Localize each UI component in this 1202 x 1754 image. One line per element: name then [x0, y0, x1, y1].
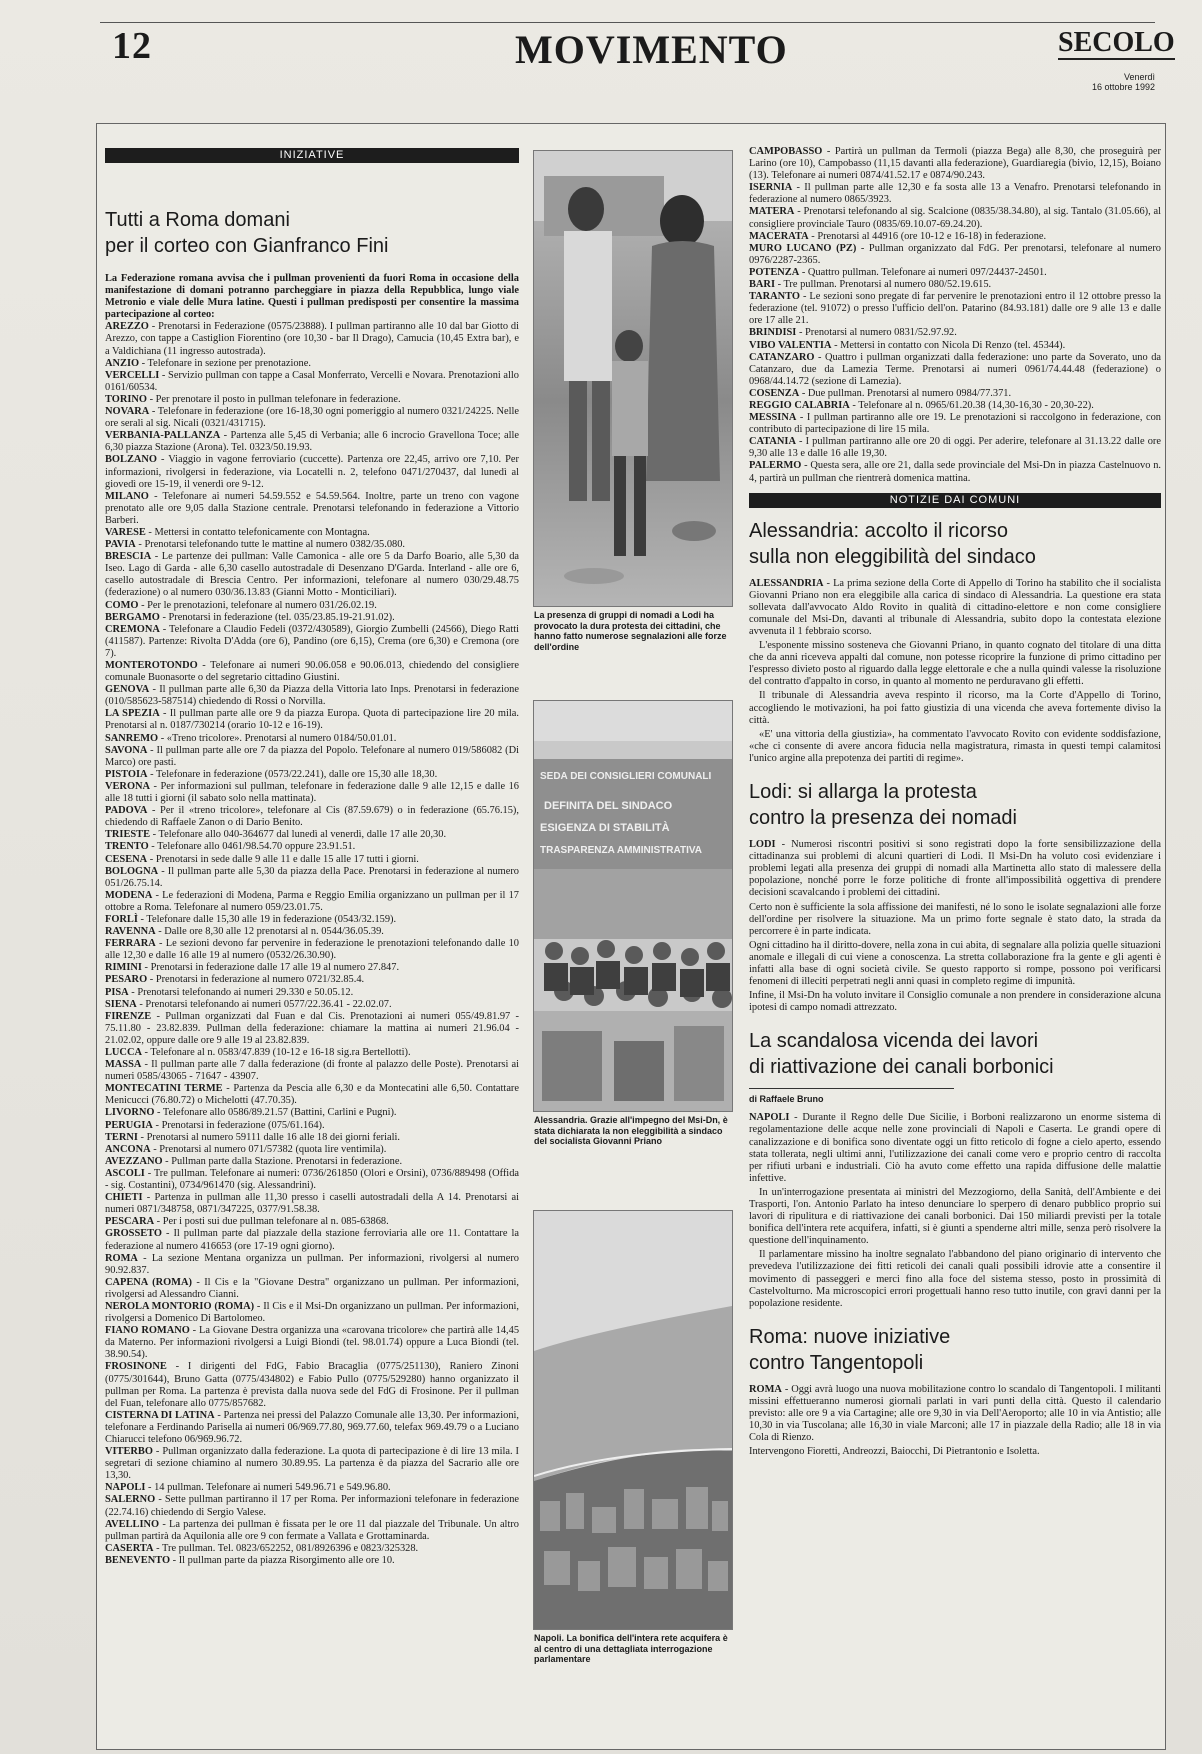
article-2-body: LODI - Numerosi riscontri positivi si sono registrati dopo la forte sensibilizzazione della cittadinanza sui problemi di alcuni quartieri di Lodi. Il Msi-Dn ha voluto così evidenziare i problemi legati alla presenza dei gruppi di nomadi alla Martinetta allo stato di malessere della popolazione, nonché porre le forze politiche di fronte all'impossibilità oggettiva di prendere decisioni scavalcando i problemi dei cittadini. Certo non è sufficiente la sola affissione dei manifesti, né lo sono le isolate segnalazioni alle forze dell'ordine per risolvere la situazione. Ma un primo forte segnale è stato dato, la strada da percorrere è in parte indicata. Ogni cittadino ha il diritto-dovere, nella zona in cui abita, di segnalare alla polizia quelle situazioni anomale e illegali di cui viene a conoscenza. La stretta collaborazione fra la gente e gli agenti è infatti alla base di ogni società civile. Se questo rapporto si rompe, possono poi verificarsi fenomeni di illeciti perpetrati negli anni quasi in completo regime di impunità. Infine, il Msi-Dn ha voluto invitare il Consiglio comunale a non prendere in considerazione alcuna ipotesi di campo nomadi attrezzato.	[749, 839, 1161, 1014]
listing-text: Prenotarsi telefonando ai numeri 29.330 e 50.05.12.	[137, 986, 354, 998]
listing-city: REGGIO CALABRIA	[749, 399, 850, 411]
listing-entry: ASCOLI - Tre pullman. Telefonare ai numeri: 0736/261850 (Olori e Orsini), 0736/889498 (Offida - sig. Costantini), 0734/961470 (sig. Alessandrini).	[105, 1167, 519, 1192]
listing-city: VERCELLI	[105, 369, 160, 381]
banner-line-2: DEFINITA DEL SINDACO	[544, 800, 673, 812]
listing-text: Prenotarsi in Federazione (0575/23888). I pullman partiranno alle 10 dal bar Giotto di Arezzo, con tappe a Castiglion Fiorentino (ore 10,30 - bar Il Drago), Camucia (10,45 Extra bar), e a Valdichiana (11 ingresso autostrada).	[105, 321, 519, 357]
listing-entry: MILANO - Telefonare ai numeri 54.59.552 e 54.59.564. Inoltre, parte un treno con vagone prenotato alle ore 9,05 dalla Stazione centrale. Prenotarsi telefonando in federazione a Vittorio Barberi.	[105, 490, 519, 526]
listing-entry: BARI - Tre pullman. Prenotarsi al numero 080/52.19.615.	[749, 279, 992, 291]
listing-text: Telefonare allo 040-364677 dal lunedì al venerdì, dalle 17 alle 20,30.	[158, 829, 447, 841]
listing-city: PESCARA	[105, 1216, 155, 1228]
listing-city: TRENTO	[105, 841, 149, 853]
listing-text: Quattro pullman. Telefonare ai numeri 097/24437-24501.	[807, 266, 1047, 278]
article-4-dateline: ROMA	[749, 1383, 782, 1395]
listing-entry: NAPOLI - 14 pullman. Telefonare ai numeri 549.96.71 e 549.96.80.	[105, 1482, 391, 1494]
listing-city: VARESE	[105, 526, 146, 538]
listing-text: Prenotarsi in federazione (075/61.164).	[161, 1119, 325, 1131]
listing-city: FROSINONE	[105, 1361, 167, 1373]
listing-text: I pullman partiranno alle ore 20 di oggi. Per aderire, telefonare al 31.13.22 dalle ore 9,30 alle 13 e dalle 16 alle 19,30.	[749, 436, 1161, 460]
right-column	[749, 146, 1161, 1746]
listing-entry: VERCELLI - Servizio pullman con tappe a Casal Monferrato, Vercelli e Novara. Prenotazioni allo 0161/60534.	[105, 369, 519, 393]
listing-city: SIENA	[105, 998, 137, 1010]
listing-city: VITERBO	[105, 1446, 153, 1458]
listing-text: Telefonare in federazione (ore 16-18,30 ogni pomeriggio al numero 0321/24225. Nelle ore serali al sig. Nicali (0321/431715).	[105, 406, 519, 430]
listing-text: Telefonare ai numeri 90.06.058 e 90.06.013, chiedendo del consigliere comunale Buonasorte o del segretario cittadino Giustini.	[105, 660, 519, 684]
listing-city: ANCONA	[105, 1143, 151, 1155]
listing-entry: GROSSETO - Il pullman parte dal piazzale della stazione ferroviaria alle ore 11. Contattare la federazione al numero 416653 (ore 17-19 ogni giorno).	[105, 1228, 519, 1252]
listing-entry: PISA - Prenotarsi telefonando ai numeri 29.330 e 50.05.12.	[105, 986, 354, 998]
listing-entry: PADOVA - Per il «treno tricolore», telefonare al Cis (87.59.679) o in federazione (65.76.15), chiedendo di Raffaele Zanon o di Dario Benito.	[105, 805, 519, 829]
listing-text: Prenotarsi in sede dalle 9 alle 11 e dalle 15 alle 17 tutti i giorni.	[155, 853, 419, 865]
photo-nomads-lodi	[533, 150, 733, 607]
listing-entry: CREMONA - Telefonare a Claudio Fedeli (0372/430589), Giorgio Zumbelli (24566), Diego Ratti (411587). Partenze: Rivolta D'Adda (ore 6), Pandino (ore 6,15), Crema (ore 6,30) e Cremona (ore 7).	[105, 623, 519, 659]
listing-city: POTENZA	[749, 266, 800, 278]
listing-entry: BENEVENTO - Il pullman parte da piazza Risorgimento alle ore 10.	[105, 1554, 395, 1566]
listing-text: Telefonare in sezione per prenotazione.	[147, 357, 311, 369]
listing-text: Prenotarsi al numero 0831/52.97.92.	[805, 327, 957, 339]
listing-text: Il Cis e la "Giovane Destra" organizzano un pullman. Per informazioni, rivolgersi ad Alessandro Cianni.	[105, 1276, 519, 1300]
listing-city: BOLZANO	[105, 454, 157, 466]
listing-city: NOVARA	[105, 406, 150, 418]
article-1-headline-1: Alessandria: accolto il ricorso	[749, 519, 1008, 542]
listing-text: Il pullman parte alle ore 7 da piazza del Popolo. Telefonare al numero 019/586082 (Di Marco) ore pasti.	[105, 744, 519, 768]
headline-line-2: per il corteo con Gianfranco Fini	[105, 235, 389, 257]
listing-city: MODENA	[105, 889, 153, 901]
banner-line-3: ESIGENZA DI STABILITÀ	[540, 822, 670, 834]
listing-text: Il pullman parte alle 12,30 e fa sosta alle 13 a Venafro. Prenotarsi telefonando in federazione al numero 0865/3923.	[749, 182, 1161, 206]
listing-text: La Giovane Destra organizza una «carovana tricolore» che partirà alle 14,45 da Materno. Per informazioni rivolgersi a Luigi Biondi (tel. 98.01.74) oppure a Luca Biondi (tel. 38.90.54).	[105, 1325, 519, 1361]
listing-entry: AVELLINO - La partenza dei pullman è fissata per le ore 11 dal piazzale del Tribunale. Un altro pullman partirà da Aquilonia alle ore 9 con fermate a Vallata e Grottaminarda.	[105, 1518, 519, 1542]
article-4-headline-2: contro Tangentopoli	[749, 1351, 924, 1374]
listing-entry: ROMA - La sezione Mentana organizza un pullman. Per informazioni, rivolgersi al numero 90.92.837.	[105, 1252, 519, 1276]
listing-entry: MASSA - Il pullman parte alle 7 dalla federazione (di fronte al palazzo delle Poste). Prenotarsi ai numeri 0585/43065 - 71647 - 43907.	[105, 1059, 519, 1083]
listing-entry: PESCARA - Per i posti sui due pullman telefonare al n. 085-63868.	[105, 1216, 389, 1228]
listing-text: Telefonare al n. 0583/47.839 (10-12 e 16-18 sig.ra Bertellotti).	[150, 1047, 411, 1058]
listing-city: CAPENA (ROMA)	[105, 1276, 192, 1288]
listing-city: SALERNO	[105, 1494, 156, 1506]
listing-entry: FIRENZE - Pullman organizzati dal Fuan e dal Cis. Prenotazioni ai numeri 055/49.81.97 - 75.11.80 - 23.82.839. Pullman della federazione: chiamare la mattina ai numeri 21.96.04 - 21.02.02, oppure dalle ore 9 alle 19 al 23.82.839.	[105, 1010, 519, 1046]
listing-text: Le sezioni devono far pervenire in federazione le prenotazioni telefonando dalle 10 alle 12,30 e dalle 16 alle 19 al numero (0532/26.30.90).	[105, 938, 519, 962]
listing-entry: TORINO - Per prenotare il posto in pullman telefonare in federazione.	[105, 393, 401, 405]
listing-text: I dirigenti del FdG, Fabio Bracaglia (0775/251130), Raniero Zinoni (0775/301644), Bruno Gatta (0775/434802) e Fabio Pullo (0775/529280) hanno organizzato il pullman per Roma. La partenza è prevista dalla nuova sede del FdG di Frosinone. Per il pullman del Fuan, telefonare allo 0775/857682.	[105, 1361, 519, 1409]
photo-naples-bay	[533, 1210, 733, 1630]
listing-city: NAPOLI	[105, 1482, 146, 1494]
listing-entry: LA SPEZIA - Il pullman parte alle ore 9 da piazza Europa. Quota di partecipazione lire 20 mila. Prenotarsi al n. 0187/730214 (orario 10-12 e 16-19).	[105, 708, 519, 732]
listing-entry: LIVORNO - Telefonare allo 0586/89.21.57 (Battini, Carlini e Pugni).	[105, 1107, 397, 1119]
listing-text: Prenotarsi telefonando al sig. Scalcione (0835/38.34.80), al sig. Tantalo (31.05.66), al consigliere provinciale Tauro (0835/69.10.07-69.24.20).	[749, 206, 1161, 230]
listing-text: Per i posti sui due pullman telefonare al n. 085-63868.	[162, 1216, 389, 1228]
listing-text: Tre pullman. Prenotarsi al numero 080/52.19.615.	[783, 279, 992, 291]
listing-city: BERGAMO	[105, 611, 160, 623]
listing-city: LUCCA	[105, 1047, 142, 1058]
listing-text: Quattro i pullman organizzati dalla federazione: uno parte da Soverato, uno da Catanzaro, due da Lamezia Terme. Prenotarsi ai numeri 0961/74.44.48 (federazione) o 0968/44.14.72 (sezione di Lamezia).	[749, 351, 1161, 387]
listing-entry: SALERNO - Sette pullman partiranno il 17 per Roma. Per informazioni telefonare in federazione (22.74.16) chiedendo di Sergio Valese.	[105, 1494, 519, 1518]
listing-city: RIMINI	[105, 962, 142, 974]
listing-entry: MACERATA - Prenotarsi al 44916 (ore 10-12 e 16-18) in federazione.	[749, 230, 1047, 242]
listing-entry: VERONA - Per informazioni sul pullman, telefonare in federazione dalle 9 alle 12,15 e dalle 16 alle 18 tutti i giorni (il sabato solo nella mattinata).	[105, 780, 519, 805]
listing-entry: AREZZO - Prenotarsi in Federazione (0575/23888). I pullman partiranno alle 10 dal bar Giotto di Arezzo, con tappe a Castiglion Fiorentino (ore 10,30 - bar Il Drago), Camucia (10,45 Extra bar), e a Valdichiana (11 ingresso autostrada).	[105, 321, 519, 357]
listing-text: Il pullman parte alle 6,30 da Piazza della Vittoria lato Inps. Prenotarsi in federazione (010/585623-587514) chiedendo di Rossi o Norvilla.	[105, 684, 519, 708]
section-title: MOVIMENTO	[515, 27, 788, 72]
listing-text: Prenotarsi in federazione dalle 17 alle 19 al numero 27.847.	[150, 962, 400, 974]
listing-entry: VARESE - Mettersi in contatto telefonicamente con Montagna.	[105, 526, 370, 538]
listing-city: BARI	[749, 279, 775, 291]
listing-city: PERUGIA	[105, 1119, 153, 1131]
listing-entry: VIBO VALENTIA - Mettersi in contatto con Nicola Di Renzo (tel. 45344).	[749, 339, 1066, 351]
listing-entry: FROSINONE - I dirigenti del FdG, Fabio Bracaglia (0775/251130), Raniero Zinoni (0775/301644), Bruno Gatta (0775/434802) e Fabio Pullo (0775/529280) hanno organizzato il pullman per Roma. La partenza è prevista dalla nuova sede del FdG di Frosinone. Per il pullman del Fuan, telefonare allo 0775/857682.	[105, 1361, 519, 1409]
listing-text: Pullman organizzato dal FdG. Per prenotarsi, telefonare al numero 0976/2287-2365.	[749, 242, 1161, 266]
article-2-para-4: Infine, il Msi-Dn ha voluto invitare il Consiglio comunale a non prendere in considerazione alcuna ipotesi di campo nomadi attrezzato.	[749, 990, 1161, 1014]
listing-city: TORINO	[105, 393, 147, 405]
article-1-para-3: Il tribunale di Alessandria aveva respinto il ricorso, ma la Corte d'Appello di Torino, accogliendo le motivazioni, ha poi fatto giustizia di una vicenda che aveva fortemente diviso la città.	[749, 690, 1161, 726]
listing-city: FIANO ROMANO	[105, 1325, 190, 1337]
listing-city: BRESCIA	[105, 551, 152, 563]
listing-text: Partenza da Pescia alle 6,30 e da Montecatini alle 6,50. Contattare Menicucci (76.80.72) o Michelotti (47.70.35).	[105, 1083, 519, 1107]
listing-entry: PALERMO - Questa sera, alle ore 21, dalla sede provinciale del Msi-Dn in piazza Castelnuovo n. 4, partirà un pullman che rientrerà domenica mattina.	[749, 460, 1161, 484]
listing-entry: BRESCIA - Le partenze dei pullman: Valle Camonica - alle ore 5 da Darfo Boario, alle 5,30 da Iseo. Lago di Garda - alle 6,30 casello autostradale di Desenzano D'Garda. Interland - alle ore 6, casello autostradale di Brescia Centro. Per informazioni, telefonare al numero 030/29.48.75 (federazione) o al numero 030/36.13.83 (Gianni Motto - Monticiliari).	[105, 551, 519, 599]
listing-text: Prenotarsi al numero 59111 dalle 16 alle 18 dei giorni feriali.	[146, 1131, 401, 1143]
listing-text: Il pullman parte alle 5,30 da piazza della Pace. Prenotarsi in federazione al numero 051/26.75.14.	[105, 865, 519, 889]
listing-entry: RIMINI - Prenotarsi in federazione dalle 17 alle 19 al numero 27.847.	[105, 962, 400, 974]
article-1-headline-2: sulla non eleggibilità del sindaco	[749, 545, 1036, 568]
listing-city: PALERMO	[749, 460, 802, 472]
listing-entry: MODENA - Le federazioni di Modena, Parma e Reggio Emilia organizzano un pullman per il 17 ottobre a Roma. Telefonare al numero 059/23.01.75.	[105, 889, 519, 913]
article-1-para-2: L'esponente missino sosteneva che Giovanni Priano, in quanto cognato del titolare di una ditta che da anni riceveva appalti dal comune, non potesse ricoprire la funzione di primo cittadino per l'espresso divieto posto al riguardo dalla legge elettorale e che a nulla quindi valesse la risoluzione del contratto d'appalto in corso, in quanto al momento ne perduravano gli effetti.	[749, 640, 1161, 688]
listing-city: ANZIO	[105, 357, 140, 369]
photo-caption-alessandria: Alessandria. Grazie all'impegno del Msi-Dn, è stata dichiarata la non eleggibilità a sindaco del socialista Giovanni Priano	[534, 1115, 728, 1146]
listing-text: Pullman organizzato dalla federazione. La quota di partecipazione è di lire 13 mila. I segretari di sezione chiamino al numero 30.89.95. La partenza è da piazza del Sacrario alle ore 13,30.	[105, 1446, 519, 1482]
article-2-headline-1: Lodi: si allarga la protesta	[749, 781, 977, 804]
listing-city: PISA	[105, 986, 129, 998]
listing-city: MATERA	[749, 206, 795, 218]
listing-text: Il Cis e il Msi-Dn organizzano un pullman. Per informazioni, rivolgersi a Domenico Di Bartolomeo.	[105, 1300, 519, 1325]
banner-line-1: SEDA DEI CONSIGLIERI COMUNALI	[540, 771, 712, 782]
listing-entry: NEROLA MONTORIO (ROMA) - Il Cis e il Msi-Dn organizzano un pullman. Per informazioni, rivolgersi a Domenico Di Bartolomeo.	[105, 1300, 519, 1325]
listing-entry: SIENA - Prenotarsi telefonando ai numeri 0577/22.36.41 - 22.02.07.	[105, 998, 392, 1010]
listing-entry: ANZIO - Telefonare in sezione per prenotazione.	[105, 357, 311, 369]
listing-city: VERONA	[105, 780, 151, 792]
listing-city: CHIETI	[105, 1192, 143, 1204]
listing-city: ASCOLI	[105, 1167, 145, 1179]
listing-city: FORLÌ	[105, 913, 138, 925]
listing-entry: NOVARA - Telefonare in federazione (ore 16-18,30 ogni pomeriggio al numero 0321/24225. Nelle ore serali al sig. Nicali (0321/431715).	[105, 406, 519, 430]
listing-entry: VERBANIA-PALLANZA - Partenza alle 5,45 di Verbania; alle 6 incrocio Gravellona Toce; alle 6,30 piazza Stazione (Arona). Tel. 0323/50.19.93.	[105, 430, 519, 454]
listing-text: Tre pullman. Telefonare ai numeri: 0736/261850 (Olori e Orsini), 0736/889498 (Offida - sig. Costantini), 0734/961470 (sig. Alessandrini).	[105, 1167, 519, 1192]
listing-city: LIVORNO	[105, 1107, 155, 1119]
listing-text: Telefonare in federazione (0573/22.241), dalle ore 15,30 alle 18,30.	[156, 768, 438, 780]
listing-text: Pullman organizzati dal Fuan e dal Cis. Prenotazioni ai numeri 055/49.81.97 - 75.11.80 - 23.82.839. Pullman della federazione: chiamare la mattina ai numeri 21.96.04 - 21.02.02, oppure dalle ore 9 alle 19 al 23.82.839.	[105, 1010, 519, 1046]
listing-text: Prenotarsi al numero 071/57382 (quota lire ventimila).	[159, 1143, 387, 1155]
listing-entry: TRENTO - Telefonare allo 0461/98.54.70 oppure 23.91.51.	[105, 841, 356, 853]
listing-text: Prenotarsi in federazione al numero 0721/32.85.4.	[155, 974, 365, 986]
photo-alessandria-council	[533, 700, 733, 1112]
article-3-para-3: Il parlamentare missino ha inoltre segnalato l'abbandono del piano originario di intervento che prevedeva l'utilizzazione dei fitti reticoli dei canali quali possibili idrovie atte a consentire il movimento di passeggeri e merci fino alla foce del sistema stesso, posto in prossimità di Castelvolturno. Ma microscopici errori progettuali hanno reso tutto inutile, con gravi danni per la popolazione residente.	[749, 1249, 1161, 1309]
listing-text: Il pullman parte da piazza Risorgimento alle ore 10.	[178, 1554, 395, 1566]
listing-entry: CASERTA - Tre pullman. Tel. 0823/652252, 081/8926396 e 0823/325328.	[105, 1542, 419, 1554]
listing-entry: CATANIA - I pullman partiranno alle ore 20 di oggi. Per aderire, telefonare al 31.13.22 dalle ore 9,30 alle 13 e dalle 16 alle 19,30.	[749, 436, 1161, 460]
listing-city: PAVIA	[105, 539, 136, 551]
listing-city: CAMPOBASSO	[749, 146, 823, 157]
listing-text: Mettersi in contatto con Nicola Di Renzo (tel. 45344).	[840, 339, 1066, 351]
listing-entry: SAVONA - Il pullman parte alle ore 7 da piazza del Popolo. Telefonare al numero 019/586082 (Di Marco) ore pasti.	[105, 744, 519, 768]
listing-text: «Treno tricolore». Prenotarsi al numero 0184/50.01.01.	[166, 732, 397, 744]
article-3-headline-1: La scandalosa vicenda dei lavori	[749, 1030, 1039, 1053]
listing-city: MILANO	[105, 490, 149, 502]
listing-entry: COMO - Per le prenotazioni, telefonare al numero 031/26.02.19.	[105, 599, 377, 611]
listing-entry: CHIETI - Partenza in pullman alle 11,30 presso i caselli autostradali della A 14. Prenotarsi ai numeri 0871/348758, 0871/347225, 0377/91.58.38.	[105, 1192, 519, 1216]
listing-city: ISERNIA	[749, 182, 793, 194]
article-2-para-2: Certo non è sufficiente la sola affissione dei manifesti, né lo sono le isolate segnalazioni alle forze dell'ordine per risolvere la situazione. Ma un primo forte segnale è stato dato, la strada da percorrere è in parte indicata.	[749, 901, 1161, 937]
listing-text: Partenza nei pressi del Palazzo Comunale alle 13,30. Per informazioni, telefonare a Ferdinando Parisella ai numeri 06/969.77.80, 969.77.60, telefax 969.49.79 o a Luciano Chiarucci telefono 06/969.96.72.	[105, 1409, 519, 1445]
listing-city: COMO	[105, 599, 139, 611]
article-4-headline-1: Roma: nuove iniziative	[749, 1325, 951, 1348]
listing-entry: TERNI - Prenotarsi al numero 59111 dalle 16 alle 18 dei giorni feriali.	[105, 1131, 401, 1143]
listing-entry: TARANTO - Le sezioni sono pregate di far pervenire le prenotazioni entro il 12 ottobre presso la federazione (tel. 91072) o presso l'ufficio dell'on. Patarino (84.93.181) dalle ore 9 alle 13 e dalle ore 17 alle 21.	[749, 291, 1161, 327]
article-2-para-1: Numerosi riscontri positivi si sono registrati dopo la forte sensibilizzazione della cittadinanza sui problemi di alcuni quartieri di Lodi. Il Msi-Dn ha voluto così evidenziare i problemi legati alla presenza dei gruppi di nomadi alla Martinetta allo stato di malessere della popolazione, nonché porre le forze politiche di fronte all'impossibilità oggettiva di prendere decisioni scavalcando i problemi dei cittadini.	[749, 839, 1161, 899]
article-4-para-2: Intervengono Fioretti, Andreozzi, Baiocchi, Di Pietrantonio e Isoletta.	[749, 1446, 1040, 1458]
listing-entry: SANREMO - «Treno tricolore». Prenotarsi al numero 0184/50.01.01.	[105, 732, 397, 744]
left-column	[105, 148, 519, 1746]
photo-caption-napoli: Napoli. La bonifica dell'intera rete acquifera è al centro di una dettagliata interrogazione parlamentare	[534, 1633, 728, 1664]
listing-city: MONTEROTONDO	[105, 660, 198, 671]
listing-text: 14 pullman. Telefonare ai numeri 549.96.71 e 549.96.80.	[154, 1482, 391, 1494]
listing-entry: PAVIA - Prenotarsi telefonando tutte le mattine al numero 0382/35.080.	[105, 539, 406, 551]
article-lead: La Federazione romana avvisa che i pullman provenienti da fuori Roma in occasione della manifestazione di domani potranno parcheggiare in piazza della Repubblica, lungo viale Metronio e viale delle Mura latine. Questi i pullman predisposti per consentire la massima partecipazione al corteo:	[105, 273, 519, 321]
listing-entry: MONTECATINI TERME - Partenza da Pescia alle 6,30 e da Montecatini alle 6,50. Contattare Menicucci (76.80.72) o Michelotti (47.70.35).	[105, 1083, 519, 1107]
top-rule	[100, 22, 1155, 23]
listing-text: Viaggio in vagone ferroviario (cuccette). Partenza ore 22,45, arrivo ore 7,10. Per informazioni, rivolgersi in federazione, via Locatelli n. 2, telefono 0471/270437, dal lunedì al giovedì ore 15-19, il venerdì ore 9-12.	[105, 454, 519, 490]
listing-city: PISTOIA	[105, 768, 148, 780]
listing-city: PADOVA	[105, 805, 148, 817]
listing-entry: BERGAMO - Prenotarsi in federazione (tel. 035/23.85.19-21.91.02).	[105, 611, 395, 623]
listing-city: MACERATA	[749, 230, 809, 242]
article-3-body: NAPOLI - Durante il Regno delle Due Sicilie, i Borboni realizzarono un enorme sistema di regolamentazione delle acque nelle zone provinciali di Napoli e Caserta. Le grandi opere di canalizzazione e di bonifica sono diventate oggi un fitto reticolo di fogne a cielo aperto, essendo stata tollerata, negli ultimi anni, l'utilizzazione dei canali come vero e proprio centro di raccolta per rifiuti urbani e industriali. Ciò ha avuto come effetto una rapida diffusione delle malattie infettive. In un'interrogazione presentata ai ministri del Mezzogiorno, della Sanità, dell'Ambiente e dei Trasporti, l'on. Antonio Parlato ha inteso denunciare lo sperpero di denaro pubblico proprio sui lavori di ripulitura e di riattivazione dei canali borbonici. Dai 150 miliardi previsti per la totale bonifica dell'intera rete acquifera, infatti, si è giunti a spenderne altri mille, senza però risolvere la questione dell'inquinamento. Il parlamentare missino ha inoltre segnalato l'abbandono del piano originario di intervento che prevedeva l'utilizzazione dei fitti reticoli dei canali quali possibili idrovie atte a consentire il movimento di passeggeri e merci fino alla foce del sistema stesso, posto in prossimità di Castelvolturno. Ma microscopici errori progettuali hanno reso tutto inutile, con gravi danni per la popolazione residente.	[749, 1112, 1161, 1309]
listing-entry: FIANO ROMANO - La Giovane Destra organizza una «carovana tricolore» che partirà alle 14,45 da Materno. Per informazioni rivolgersi a Luigi Biondi (tel. 98.01.74) oppure a Luca Biondi (tel. 38.90.54).	[105, 1325, 519, 1361]
listing-text: Servizio pullman con tappe a Casal Monferrato, Vercelli e Novara. Prenotazioni allo 0161/60534.	[105, 369, 519, 393]
listing-city: BOLOGNA	[105, 865, 159, 877]
listing-entry: MATERA - Prenotarsi telefonando al sig. Scalcione (0835/38.34.80), al sig. Tantalo (31.05.66), al consigliere provinciale Tauro (0835/69.10.07-69.24.20).	[749, 206, 1161, 230]
listing-entry: LUCCA - Telefonare al n. 0583/47.839 (10-12 e 16-18 sig.ra Bertellotti).	[105, 1047, 411, 1058]
listing-text: Due pullman. Prenotarsi al numero 0984/77.371.	[807, 387, 1012, 399]
listing-text: Partenza in pullman alle 11,30 presso i caselli autostradali della A 14. Prenotarsi ai numeri 0871/348758, 0871/347225, 0377/91.58.38.	[105, 1192, 519, 1216]
listing-city: CESENA	[105, 853, 148, 865]
listing-text: Il pullman parte dal piazzale della stazione ferroviaria alle ore 11. Contattare la federazione al numero 416653 (ore 17-19 ogni giorno).	[105, 1228, 519, 1252]
listing-text: Le partenze dei pullman: Valle Camonica - alle ore 5 da Darfo Boario, alle 5,30 da Iseo. Lago di Garda - alle 6,30 casello autostradale di Desenzano D'Garda. Interland - alle ore 6, casello autostradale di Brescia Centro. Per informazioni, telefonare al numero 030/29.48.75 (federazione) o al numero 030/36.13.83 (Gianni Motto - Monticiliari).	[105, 551, 519, 599]
listing-entry: FORLÌ - Telefonare dalle 15,30 alle 19 in federazione (0543/32.159).	[105, 913, 397, 925]
section-label-notizie: NOTIZIE DAI COMUNI	[749, 493, 1161, 508]
listing-text: Partirà un pullman da Termoli (piazza Bega) alle 8,30, che proseguirà per Larino (ore 10), Campobasso (11,15 davanti alla federazione), Guardiaregia (bivio, 12,15), Boiano (13). Telefonare ai numeri 0874/41.52.17 e 0874/90.243.	[749, 146, 1161, 182]
article-4-para-1: Oggi avrà luogo una nuova mobilitazione contro lo scandalo di Tangentopoli. I militanti missini effettueranno numerosi giornali parlati in vari punti della città. Questo il calendario previsto: alle ore 9 a via Cartagine; alle ore 9,30 in via Dell'Aeroporto; alle 10 in via Antistio; alle 10,30 in via Tuscolana; alle 16,30 in viale Marconi; alle 17 in piazzale della Radio; alle 18 in via Cola di Rienzo.	[749, 1383, 1161, 1444]
listing-city: CREMONA	[105, 623, 160, 635]
listing-entry: BRINDISI - Prenotarsi al numero 0831/52.97.92.	[749, 327, 957, 339]
listing-entry: CESENA - Prenotarsi in sede dalle 9 alle 11 e dalle 15 alle 17 tutti i giorni.	[105, 853, 419, 865]
listing-entry: CISTERNA DI LATINA - Partenza nei pressi del Palazzo Comunale alle 13,30. Per informazioni, telefonare a Ferdinando Parisella ai numeri 06/969.77.80, 969.77.60, telefax 969.49.79 o a Luciano Chiarucci telefono 06/969.96.72.	[105, 1409, 519, 1445]
listing-entry: REGGIO CALABRIA - Telefonare al n. 0965/61.20.38 (14,30-16,30 - 20,30-22).	[749, 399, 1094, 411]
listing-city: TARANTO	[749, 291, 800, 303]
listing-text: Telefonare dalle 15,30 alle 19 in federazione (0543/32.159).	[146, 913, 397, 925]
listing-text: Mettersi in contatto telefonicamente con Montagna.	[154, 526, 370, 538]
listing-city: CISTERNA DI LATINA	[105, 1409, 215, 1421]
listing-city: GENOVA	[105, 684, 150, 696]
listing-entry: ISERNIA - Il pullman parte alle 12,30 e fa sosta alle 13 a Venafro. Prenotarsi telefonando in federazione al numero 0865/3923.	[749, 182, 1161, 206]
article-2-dateline: LODI	[749, 839, 776, 851]
listing-text: La partenza dei pullman è fissata per le ore 11 dal piazzale del Tribunale. Un altro pullman partirà da Aquilonia alle ore 9 con fermate a Vallata e Grottaminarda.	[105, 1518, 519, 1542]
listing-text: Telefonare ai numeri 54.59.552 e 54.59.564. Inoltre, parte un treno con vagone prenotato alle ore 9,05 dalla Stazione centrale. Prenotarsi telefonando in federazione a Vittorio Barberi.	[105, 490, 519, 526]
listing-entry: CAMPOBASSO - Partirà un pullman da Termoli (piazza Bega) alle 8,30, che proseguirà per Larino (ore 10), Campobasso (11,15 davanti alla federazione), Guardiaregia (bivio, 12,15), Boiano (13). Telefonare ai numeri 0874/41.52.17 e 0874/90.243.	[749, 146, 1161, 182]
listing-text: Prenotarsi in federazione (tel. 035/23.85.19-21.91.02).	[168, 611, 395, 623]
listing-text: Partenza alle 5,45 di Verbania; alle 6 incrocio Gravellona Toce; alle 6,30 piazza Stazione (Arona). Tel. 0323/50.19.93.	[105, 430, 519, 454]
listing-text: Per informazioni sul pullman, telefonare in federazione dalle 9 alle 12,15 e dalle 16 alle 18 tutti i giorni (il sabato solo nella mattinata).	[105, 780, 519, 805]
listing-entry: CATANZARO - Quattro i pullman organizzati dalla federazione: uno parte da Soverato, uno da Catanzaro, due da Lamezia Terme. Prenotarsi ai numeri 0961/74.44.48 (federazione) o 0968/44.14.72 (sezione di Lamezia).	[749, 351, 1161, 387]
article-1-body: ALESSANDRIA - La prima sezione della Corte di Appello di Torino ha stabilito che il socialista Giovanni Priano non era eleggibile alla carica di sindaco di Alessandria. La questione era stata sollevata dall'avvocato Aldo Rovito in qualità di cittadino-elettore e non come consigliere comunale del Msi-Dn, davanti al tribunale di Alessandria, subito dopo la contestata elezione avvenuta il 1 febbraio scorso. L'esponente missino sosteneva che Giovanni Priano, in quanto cognato del titolare di una ditta che da anni riceveva appalti dal comune, non potesse ricoprire la funzione di primo cittadino per l'espresso divieto posto al riguardo dalla legge elettorale e che a nulla quindi valesse la risoluzione del contratto d'appalto in corso, in quanto al momento ne perduravano gli effetti. Il tribunale di Alessandria aveva respinto il ricorso, ma la Corte d'Appello di Torino, accogliendo le motivazioni, ha poi fatto giustizia di una vicenda che aveva fortemente diviso la città. «E' una vittoria della giustizia», ha commentato l'avvocato Rovito con evidente soddisfazione, «che ci consente di avere ancora fiducia nella magistratura, rimasta in questi tempi calamitosi l'unico argine alla prepotenza dei partiti di regime».	[749, 577, 1161, 764]
listing-city: RAVENNA	[105, 926, 156, 938]
listing-text: Questa sera, alle ore 21, dalla sede provinciale del Msi-Dn in piazza Castelnuovo n. 4, partirà un pullman che rientrerà domenica mattina.	[749, 460, 1161, 484]
listing-entry: PISTOIA - Telefonare in federazione (0573/22.241), dalle ore 15,30 alle 18,30.	[105, 768, 438, 780]
listing-text: Telefonare al n. 0965/61.20.38 (14,30-16,30 - 20,30-22).	[858, 399, 1094, 411]
listing-text: Prenotarsi telefonando ai numeri 0577/22.36.41 - 22.02.07.	[145, 998, 392, 1010]
listing-text: Il pullman parte alle ore 9 da piazza Europa. Quota di partecipazione lire 20 mila. Prenotarsi al n. 0187/730214 (orario 10-12 e 16-19).	[105, 708, 519, 732]
listing-city: CATANZARO	[749, 351, 815, 363]
listing-text: Le sezioni sono pregate di far pervenire le prenotazioni entro il 12 ottobre presso la federazione (tel. 91072) o presso l'ufficio dell'on. Patarino (84.93.181) dalle ore 9 alle 13 e dalle ore 17 alle 21.	[749, 291, 1161, 327]
headline-line-1: Tutti a Roma domani	[105, 209, 290, 231]
listing-city: MURO LUCANO (PZ)	[749, 242, 857, 254]
listing-entry: CAPENA (ROMA) - Il Cis e la "Giovane Destra" organizzano un pullman. Per informazioni, rivolgersi ad Alessandro Cianni.	[105, 1276, 519, 1300]
listing-entry: ANCONA - Prenotarsi al numero 071/57382 (quota lire ventimila).	[105, 1143, 387, 1155]
listing-city: MASSA	[105, 1059, 142, 1071]
listing-entry: BOLZANO - Viaggio in vagone ferroviario (cuccette). Partenza ore 22,45, arrivo ore 7,10. Per informazioni, rivolgersi in federazione, via Locatelli n. 2, telefono 0471/270437, dal lunedì al giovedì ore 15-19, il venerdì ore 9-12.	[105, 454, 519, 490]
listing-city: FIRENZE	[105, 1010, 152, 1022]
listing-text: Per il «treno tricolore», telefonare al Cis (87.59.679) o in federazione (65.76.15), chiedendo di Raffaele Zanon o di Dario Benito.	[105, 805, 519, 829]
listing-entry: BOLOGNA - Il pullman parte alle 5,30 da piazza della Pace. Prenotarsi in federazione al numero 051/26.75.14.	[105, 865, 519, 889]
listing-city: SAVONA	[105, 744, 148, 756]
article-3-dateline: NAPOLI	[749, 1112, 790, 1124]
listing-entry: RAVENNA - Dalle ore 8,30 alle 12 prenotarsi al n. 0544/36.05.39.	[105, 926, 384, 938]
listing-text: La sezione Mentana organizza un pullman. Per informazioni, rivolgersi al numero 90.92.837.	[105, 1252, 519, 1276]
issue-date	[1060, 72, 1155, 92]
article-2-para-3: Ogni cittadino ha il diritto-dovere, nella zona in cui abita, di segnalare alla polizia quelle situazioni anomale e illegali di cui viene a conoscenza. La stretta collaborazione fra la gente e gli agenti è infatti alla base di ogni società civile. Se questo rapporto si rompe, possono poi verificarsi fenomeni di illeciti perpetrati negli anni quasi in completo regime di impunità.	[749, 939, 1161, 988]
bus-listings-continued	[749, 146, 1161, 485]
article-3-para-1: Durante il Regno delle Due Sicilie, i Borboni realizzarono un enorme sistema di regolamentazione delle acque nelle zone provinciali di Napoli e Caserta. Le grandi opere di canalizzazione e di bonifica sono diventate oggi un fitto reticolo di fogne a cielo aperto, essendo stata tollerata, negli ultimi anni, l'utilizzazione dei canali come vero e proprio centro di raccolta per rifiuti urbani e industriali. Ciò ha avuto come effetto una rapida diffusione delle malattie infettive.	[749, 1112, 1161, 1184]
listing-text: Dalle ore 8,30 alle 12 prenotarsi al n. 0544/36.05.39.	[164, 926, 384, 938]
listing-entry: MESSINA - I pullman partiranno alle ore 19. Le prenotazioni si raccolgono in federazione, con contributo di partecipazione di lire 15 mila.	[749, 412, 1161, 436]
listing-text: I pullman partiranno alle ore 19. Le prenotazioni si raccolgono in federazione, con contributo di partecipazione di lire 15 mila.	[749, 412, 1161, 436]
listing-text: Pullman parte dalla Stazione. Prenotarsi in federazione.	[171, 1155, 403, 1167]
listing-city: VIBO VALENTIA	[749, 339, 832, 351]
banner-line-4: TRASPARENZA AMMINISTRATIVA	[540, 845, 703, 856]
listing-city: AREZZO	[105, 321, 149, 333]
listing-entry: AVEZZANO - Pullman parte dalla Stazione. Prenotarsi in federazione.	[105, 1155, 403, 1167]
listing-city: GROSSETO	[105, 1228, 162, 1240]
issue-date-text: 16 ottobre 1992	[1091, 82, 1155, 92]
listing-city: MONTECATINI TERME	[105, 1083, 223, 1095]
listing-text: Il pullman parte alle 7 dalla federazione (di fronte al palazzo delle Poste). Prenotarsi ai numeri 0585/43065 - 71647 - 43907.	[105, 1059, 519, 1083]
article-1-para-1: La prima sezione della Corte di Appello di Torino ha stabilito che il socialista Giovanni Priano non era eleggibile alla carica di sindaco di Alessandria. La questione era stata sollevata dall'avvocato Aldo Rovito in qualità di cittadino-elettore e non come consigliere comunale del Msi-Dn, davanti al tribunale di Alessandria, subito dopo la contestata elezione avvenuta il 1 febbraio scorso.	[749, 577, 1161, 637]
listing-city: PESARO	[105, 974, 148, 986]
listing-city: BRINDISI	[749, 327, 797, 339]
newspaper-logo: SECOLO	[1058, 27, 1175, 58]
listing-city: VERBANIA-PALLANZA	[105, 430, 221, 442]
listing-city: TRIESTE	[105, 829, 151, 841]
photo-caption-lodi: La presenza di gruppi di nomadi a Lodi ha provocato la dura protesta dei cittadini, che hanno fatto numerose segnalazioni alle forze dell'ordine	[534, 610, 727, 652]
listing-text: Per prenotare il posto in pullman telefonare in federazione.	[155, 393, 401, 405]
listing-text: Per le prenotazioni, telefonare al numero 031/26.02.19.	[147, 599, 377, 611]
listing-text: Telefonare allo 0461/98.54.70 oppure 23.91.51.	[157, 841, 356, 853]
article-1-dateline: ALESSANDRIA	[749, 577, 824, 589]
listing-city: AVELLINO	[105, 1518, 160, 1530]
listing-text: Le federazioni di Modena, Parma e Reggio Emilia organizzano un pullman per il 17 ottobre a Roma. Telefonare al numero 059/23.01.75.	[105, 889, 519, 913]
page-number: 12	[112, 25, 152, 67]
article-4-body: ROMA - Oggi avrà luogo una nuova mobilitazione contro lo scandalo di Tangentopoli. I militanti missini effettueranno numerosi giornali parlati in vari punti della città. Questo il calendario previsto: alle ore 9 a via Cartagine; alle ore 9,30 in via Dell'Aeroporto; alle 10 in via Antistio; alle 10,30 in via Tuscolana; alle 16,30 in viale Marconi; alle 17 in piazzale della Radio; alle 18 in via Cola di Rienzo. Intervengono Fioretti, Andreozzi, Baiocchi, Di Pietrantonio e Isoletta.	[749, 1383, 1161, 1458]
listing-city: LA SPEZIA	[105, 708, 160, 720]
article-2-headline-2: contro la presenza dei nomadi	[749, 807, 1017, 830]
article-3-byline: di Raffaele Bruno	[749, 1088, 954, 1104]
listing-city: FERRARA	[105, 938, 156, 950]
listing-entry: MURO LUCANO (PZ) - Pullman organizzato dal FdG. Per prenotarsi, telefonare al numero 0976/2287-2365.	[749, 242, 1161, 266]
section-label-iniziative: INIZIATIVE	[105, 148, 519, 163]
listing-city: ROMA	[105, 1252, 138, 1264]
listing-entry: POTENZA - Quattro pullman. Telefonare ai numeri 097/24437-24501.	[749, 266, 1047, 278]
listing-text: Prenotarsi telefonando tutte le mattine al numero 0382/35.080.	[144, 539, 406, 551]
listing-entry: TRIESTE - Telefonare allo 040-364677 dal lunedì al venerdì, dalle 17 alle 20,30.	[105, 829, 447, 841]
listing-entry: GENOVA - Il pullman parte alle 6,30 da Piazza della Vittoria lato Inps. Prenotarsi in federazione (010/585623-587514) chiedendo di Rossi o Norvilla.	[105, 684, 519, 708]
listing-text: Sette pullman partiranno il 17 per Roma. Per informazioni telefonare in federazione (22.74.16) chiedendo di Sergio Valese.	[105, 1494, 519, 1518]
listing-text: Prenotarsi al 44916 (ore 10-12 e 16-18) in federazione.	[817, 230, 1047, 242]
listing-city: SANREMO	[105, 732, 159, 744]
listing-entry: PESARO - Prenotarsi in federazione al numero 0721/32.85.4.	[105, 974, 365, 986]
listing-city: MESSINA	[749, 412, 797, 424]
listing-entry: PERUGIA - Prenotarsi in federazione (075/61.164).	[105, 1119, 325, 1131]
listing-city: AVEZZANO	[105, 1155, 163, 1167]
listing-entry: COSENZA - Due pullman. Prenotarsi al numero 0984/77.371.	[749, 387, 1012, 399]
listing-text: Telefonare allo 0586/89.21.57 (Battini, Carlini e Pugni).	[162, 1107, 397, 1119]
listing-city: BENEVENTO	[105, 1554, 171, 1566]
issue-day: Venerdì	[1123, 72, 1155, 82]
listing-city: CASERTA	[105, 1542, 154, 1554]
listing-entry: VITERBO - Pullman organizzato dalla federazione. La quota di partecipazione è di lire 13 mila. I segretari di sezione chiamino al numero 30.89.95. La partenza è da piazza del Sacrario alle ore 13,30.	[105, 1446, 519, 1482]
listing-city: TERNI	[105, 1131, 138, 1143]
listing-entry: FERRARA - Le sezioni devono far pervenire in federazione le prenotazioni telefonando dalle 10 alle 12,30 e dalle 16 alle 19 al numero (0532/26.30.90).	[105, 938, 519, 962]
article-3-headline-2: di riattivazione dei canali borbonici	[749, 1056, 1054, 1079]
listing-text: Telefonare a Claudio Fedeli (0372/430589), Giorgio Zumbelli (24566), Diego Ratti (411587). Partenze: Rivolta D'Adda (ore 6), Pandino (ore 6,15), Crema (ore 6,30) e Cremona (ore 7).	[105, 623, 519, 659]
listing-city: COSENZA	[749, 387, 800, 399]
bus-listings	[105, 321, 519, 1567]
article-1-para-4: «E' una vittoria della giustizia», ha commentato l'avvocato Rovito con evidente soddisfazione, «che ci consente di avere ancora fiducia nella magistratura, rimasta in questi tempi calamitosi l'unico argine alla prepotenza dei partiti di regime».	[749, 728, 1161, 764]
listing-text: Tre pullman. Tel. 0823/652252, 081/8926396 e 0823/325328.	[162, 1542, 419, 1554]
article-3-para-2: In un'interrogazione presentata ai ministri del Mezzogiorno, della Sanità, dell'Ambiente e dei Trasporti, l'on. Antonio Parlato ha inteso denunciare lo sperpero di denaro pubblico proprio sui lavori di ripulitura e di riattivazione dei canali borbonici. Dai 150 miliardi previsti per la totale bonifica dell'intera rete acquifera, infatti, si è giunti a spenderne altri mille, senza però risolvere la questione dell'inquinamento.	[749, 1186, 1161, 1247]
listing-entry: MONTEROTONDO - Telefonare ai numeri 90.06.058 e 90.06.013, chiedendo del consigliere comunale Buonasorte o del segretario cittadino Giustini.	[105, 660, 519, 684]
listing-city: CATANIA	[749, 436, 796, 448]
listing-city: NEROLA MONTORIO (ROMA)	[105, 1300, 255, 1312]
